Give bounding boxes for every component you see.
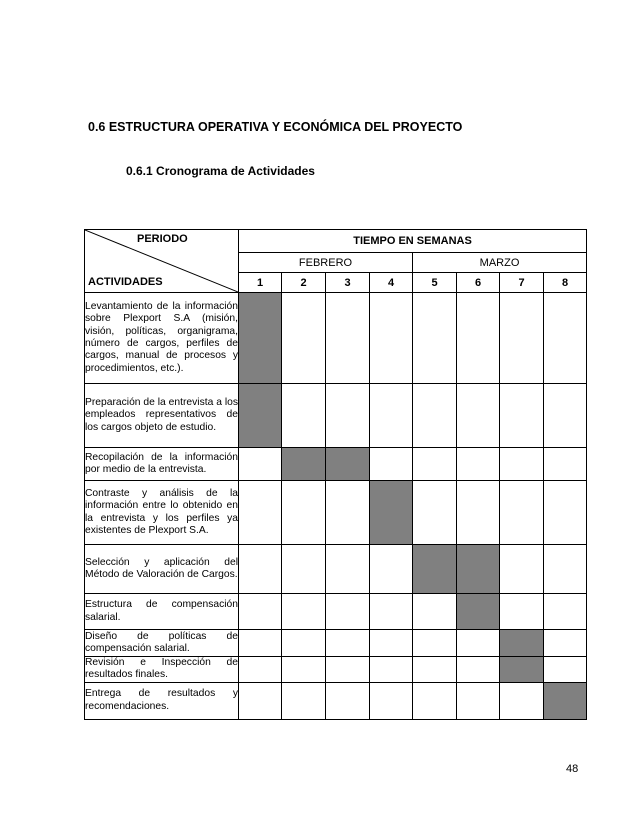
week-cell — [282, 657, 326, 683]
week-6-header: 6 — [457, 273, 500, 293]
activity-row — [85, 657, 587, 683]
week-cell — [326, 545, 370, 594]
week-cell — [413, 293, 457, 384]
week-cell — [239, 630, 282, 657]
week-cell — [500, 481, 544, 545]
section-heading: 0.6 ESTRUCTURA OPERATIVA Y ECONÓMICA DEL PROYECTO — [88, 120, 463, 134]
week-cell — [500, 594, 544, 630]
activity-row — [85, 594, 587, 630]
week-cell — [326, 481, 370, 545]
activity-row — [85, 384, 587, 448]
week-cell — [544, 481, 587, 545]
week-cell — [500, 448, 544, 481]
week-cell — [544, 293, 587, 384]
week-cell — [239, 657, 282, 683]
corner-header-cell — [85, 230, 239, 293]
activity-name: Contraste y análisis de la información entre lo obtenido en la entrevista y los perfiles ya existentes de Plexport S.A. — [85, 481, 239, 545]
week-cell — [413, 630, 457, 657]
header-row-top — [85, 230, 587, 253]
week-cell — [326, 293, 370, 384]
activity-row — [85, 682, 587, 719]
activity-name: Selección y aplicación del Método de Valoración de Cargos. — [85, 545, 239, 594]
week-cell — [239, 682, 282, 719]
month-febrero: FEBRERO — [239, 253, 413, 273]
week-cell — [500, 682, 544, 719]
week-cell — [282, 481, 326, 545]
week-cell — [370, 545, 413, 594]
week-cell — [500, 545, 544, 594]
week-cell — [544, 594, 587, 630]
week-cell — [282, 630, 326, 657]
activity-row — [85, 481, 587, 545]
activity-row — [85, 630, 587, 657]
week-cell — [370, 448, 413, 481]
week-4-header: 4 — [370, 273, 413, 293]
week-cell-active — [370, 481, 413, 545]
week-cell — [282, 682, 326, 719]
week-2-header: 2 — [282, 273, 326, 293]
week-cell-active — [500, 657, 544, 683]
week-cell — [457, 293, 500, 384]
tiempo-header: TIEMPO EN SEMANAS — [239, 230, 587, 253]
week-cell — [544, 384, 587, 448]
week-cell-active — [239, 384, 282, 448]
page-number: 48 — [566, 763, 579, 775]
week-cell-active — [413, 545, 457, 594]
week-cell — [239, 481, 282, 545]
week-cell — [413, 448, 457, 481]
week-cell — [370, 682, 413, 719]
activity-row — [85, 448, 587, 481]
week-cell — [413, 481, 457, 545]
week-cell-active — [282, 448, 326, 481]
activity-name: Diseño de políticas de compensación salarial. — [85, 630, 239, 657]
week-cell — [500, 293, 544, 384]
activity-schedule-table — [84, 229, 587, 720]
week-cell — [457, 448, 500, 481]
week-cell-active — [544, 682, 587, 719]
week-cell — [457, 630, 500, 657]
week-cell — [457, 682, 500, 719]
week-cell — [282, 384, 326, 448]
week-cell — [413, 384, 457, 448]
week-cell — [457, 384, 500, 448]
week-cell-active — [500, 630, 544, 657]
week-cell — [239, 545, 282, 594]
week-cell — [370, 657, 413, 683]
week-1-header: 1 — [239, 273, 282, 293]
week-cell — [413, 594, 457, 630]
periodo-label: PERIODO — [137, 233, 188, 245]
week-cell — [326, 384, 370, 448]
month-marzo: MARZO — [413, 253, 587, 273]
week-cell — [326, 630, 370, 657]
week-cell — [544, 657, 587, 683]
activity-name: Recopilación de la información por medio de la entrevista. — [85, 448, 239, 481]
week-cell — [370, 384, 413, 448]
week-3-header: 3 — [326, 273, 370, 293]
week-cell — [239, 594, 282, 630]
week-cell — [544, 448, 587, 481]
week-cell — [282, 594, 326, 630]
week-cell — [370, 630, 413, 657]
week-cell — [326, 682, 370, 719]
week-cell-active — [457, 594, 500, 630]
week-cell — [457, 481, 500, 545]
week-cell — [413, 682, 457, 719]
week-cell-active — [457, 545, 500, 594]
week-cell — [370, 293, 413, 384]
week-cell — [326, 594, 370, 630]
subsection-heading: 0.6.1 Cronograma de Actividades — [126, 164, 315, 178]
activity-name: Preparación de la entrevista a los empleados representativos de los cargos objeto de estudio. — [85, 384, 239, 448]
activity-name: Revisión e Inspección de resultados finales. — [85, 657, 238, 681]
week-7-header: 7 — [500, 273, 544, 293]
activity-name: Entrega de resultados y recomendaciones. — [85, 682, 239, 719]
week-cell — [282, 545, 326, 594]
week-cell — [544, 630, 587, 657]
week-cell — [457, 657, 500, 683]
week-cell — [239, 448, 282, 481]
week-cell — [370, 594, 413, 630]
activity-name: Estructura de compensación salarial. — [85, 594, 239, 630]
week-cell — [413, 657, 457, 683]
activity-name: Levantamiento de la información sobre Plexport S.A (misión, visión, políticas, organigrama, número de cargos, perfiles de cargos, manual de procesos y procedimientos, etc.). — [85, 293, 239, 384]
activity-row — [85, 545, 587, 594]
week-5-header: 5 — [413, 273, 457, 293]
week-8-header: 8 — [544, 273, 587, 293]
week-cell-active — [239, 293, 282, 384]
week-cell — [544, 545, 587, 594]
week-cell — [500, 384, 544, 448]
week-cell-active — [326, 448, 370, 481]
week-cell — [282, 293, 326, 384]
actividades-label: ACTIVIDADES — [88, 276, 163, 288]
activity-row — [85, 293, 587, 384]
week-cell — [326, 657, 370, 683]
